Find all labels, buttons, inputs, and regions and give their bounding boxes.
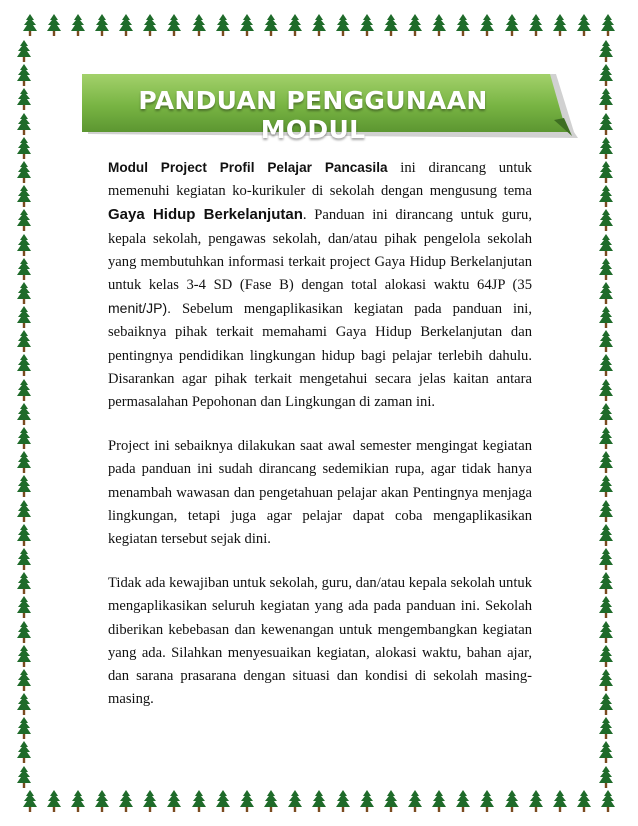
- intro-text-3: menit/JP).: [108, 300, 172, 317]
- tree-icon: [142, 14, 158, 36]
- tree-icon: [598, 40, 614, 62]
- tree-icon: [598, 185, 614, 207]
- tree-icon: [598, 717, 614, 739]
- tree-icon: [16, 88, 32, 110]
- tree-icon: [598, 669, 614, 691]
- intro-text-1: ini dirancang untuk memenuhi kegiatan ko-kurikuler di sekolah dengan mengusung tema: [108, 160, 532, 200]
- tree-icon: [16, 40, 32, 62]
- tree-icon: [94, 14, 110, 36]
- border-bottom: [0, 790, 638, 816]
- tree-icon: [479, 14, 495, 36]
- tree-icon: [335, 14, 351, 36]
- tree-icon: [600, 790, 616, 812]
- tree-icon: [431, 790, 447, 812]
- tree-icon: [598, 282, 614, 304]
- tree-icon: [598, 330, 614, 352]
- tree-icon: [598, 403, 614, 425]
- tree-icon: [16, 693, 32, 715]
- tree-icon: [552, 14, 568, 36]
- tree-icon: [16, 596, 32, 618]
- tree-icon: [46, 790, 62, 812]
- tree-icon: [407, 14, 423, 36]
- tree-icon: [598, 645, 614, 667]
- paragraph-flexibility: Tidak ada kewajiban untuk sekolah, guru, dan/atau kepala sekolah untuk mengaplikasikan seluruh kegiatan yang ada pada panduan ini. Sekolah diberikan kebebasan dan kewenangan untuk mengembangkan kegiatan yang ada. Silahkan menyesuaikan kegiatan, alokasi waktu, bahan ajar, dan sarana prasarana dengan situasi dan kondisi di sekolah masing-masing.: [108, 575, 532, 708]
- tree-icon: [16, 354, 32, 376]
- tree-icon: [287, 790, 303, 812]
- intro-text-2: . Panduan ini dirancang untuk guru, kepala sekolah, pengawas sekolah, dan/atau pihak pengelola sekolah yang membutuhkan informasi terkait project Gaya Hidup Berkelanjutan untuk kelas 3-4 SD (Fase B) dengan total alokasi waktu 64JP (35: [108, 207, 532, 294]
- tree-icon: [16, 645, 32, 667]
- tree-icon: [528, 14, 544, 36]
- tree-icon: [16, 475, 32, 497]
- tree-icon: [118, 790, 134, 812]
- tree-icon: [166, 14, 182, 36]
- tree-icon: [16, 64, 32, 86]
- tree-icon: [598, 379, 614, 401]
- tree-icon: [16, 451, 32, 473]
- tree-icon: [239, 14, 255, 36]
- tree-icon: [215, 790, 231, 812]
- tree-icon: [16, 161, 32, 183]
- tree-icon: [16, 185, 32, 207]
- tree-icon: [239, 790, 255, 812]
- tree-icon: [598, 451, 614, 473]
- tree-icon: [16, 500, 32, 522]
- lead-project-name: Project Profil Pelajar Pancasila: [160, 160, 388, 175]
- tree-icon: [598, 621, 614, 643]
- tree-icon: [263, 14, 279, 36]
- tree-icon: [455, 790, 471, 812]
- tree-icon: [16, 379, 32, 401]
- tree-icon: [335, 790, 351, 812]
- tree-icon: [598, 475, 614, 497]
- tree-icon: [16, 741, 32, 763]
- tree-icon: [598, 693, 614, 715]
- tree-icon: [16, 669, 32, 691]
- tree-icon: [16, 766, 32, 788]
- tree-icon: [528, 790, 544, 812]
- tree-icon: [479, 790, 495, 812]
- tree-icon: [552, 790, 568, 812]
- tree-icon: [215, 14, 231, 36]
- paragraph-timing: Project ini sebaiknya dilakukan saat awal semester mengingat kegiatan pada panduan ini sudah dirancang sedemikian rupa, agar tidak hanya menambah wawasan dan pengetahuan pelajar akan Pentingnya menjaga lingkungan, tetapi juga agar pelajar dapat coba mengaplikasikan kegiatan tersebut sejak dini.: [108, 438, 532, 548]
- tree-icon: [600, 14, 616, 36]
- tree-icon: [166, 790, 182, 812]
- tree-icon: [598, 500, 614, 522]
- tree-icon: [598, 306, 614, 328]
- tree-icon: [598, 258, 614, 280]
- tree-icon: [407, 790, 423, 812]
- title-banner: [82, 74, 580, 144]
- tree-icon: [383, 14, 399, 36]
- tree-icon: [598, 354, 614, 376]
- tree-icon: [359, 790, 375, 812]
- tree-icon: [46, 14, 62, 36]
- tree-icon: [16, 330, 32, 352]
- tree-icon: [431, 14, 447, 36]
- tree-icon: [16, 137, 32, 159]
- tree-icon: [16, 427, 32, 449]
- lead-modul: Modul: [108, 160, 149, 175]
- tree-icon: [70, 14, 86, 36]
- tree-icon: [16, 403, 32, 425]
- theme-name: Gaya Hidup Berkelanjutan: [108, 206, 303, 224]
- tree-icon: [22, 14, 38, 36]
- border-top: [0, 14, 638, 40]
- border-left: [16, 40, 42, 788]
- tree-icon: [16, 572, 32, 594]
- tree-icon: [16, 209, 32, 231]
- tree-icon: [16, 548, 32, 570]
- tree-icon: [598, 137, 614, 159]
- tree-icon: [598, 427, 614, 449]
- tree-icon: [598, 596, 614, 618]
- tree-icon: [598, 524, 614, 546]
- tree-icon: [16, 258, 32, 280]
- tree-icon: [16, 234, 32, 256]
- tree-icon: [598, 234, 614, 256]
- tree-icon: [598, 741, 614, 763]
- tree-icon: [94, 790, 110, 812]
- tree-icon: [22, 790, 38, 812]
- tree-icon: [504, 790, 520, 812]
- tree-icon: [287, 14, 303, 36]
- tree-icon: [576, 14, 592, 36]
- tree-icon: [16, 717, 32, 739]
- tree-icon: [311, 14, 327, 36]
- tree-icon: [16, 282, 32, 304]
- tree-icon: [118, 14, 134, 36]
- tree-icon: [311, 790, 327, 812]
- tree-icon: [455, 14, 471, 36]
- tree-icon: [598, 113, 614, 135]
- border-right: [598, 40, 624, 788]
- paragraph-intro: [108, 156, 532, 414]
- tree-icon: [142, 790, 158, 812]
- tree-icon: [16, 524, 32, 546]
- intro-text-4: Sebelum mengaplikasikan kegiatan pada panduan ini, sebaiknya pihak terkait memahami Gaya Hidup Berkelanjutan dan pentingnya pendidikan lingkungan hidup bagi pelajar terlebih dahulu. Disarankan agar pihak terkait mengetahui secara jelas kaitan antara permasalahan Pepohonan dan Lingkungan di zaman ini.: [108, 301, 532, 411]
- tree-icon: [598, 548, 614, 570]
- tree-icon: [598, 161, 614, 183]
- tree-icon: [16, 621, 32, 643]
- tree-icon: [70, 790, 86, 812]
- tree-icon: [263, 790, 279, 812]
- tree-icon: [598, 88, 614, 110]
- tree-icon: [191, 14, 207, 36]
- tree-icon: [504, 14, 520, 36]
- tree-icon: [598, 572, 614, 594]
- tree-icon: [359, 14, 375, 36]
- tree-icon: [16, 113, 32, 135]
- tree-icon: [576, 790, 592, 812]
- tree-icon: [191, 790, 207, 812]
- tree-icon: [16, 306, 32, 328]
- tree-icon: [598, 766, 614, 788]
- page-title: PANDUAN PENGGUNAAN MODUL: [138, 86, 488, 144]
- document-body: [108, 156, 532, 732]
- tree-icon: [598, 209, 614, 231]
- tree-icon: [383, 790, 399, 812]
- tree-icon: [598, 64, 614, 86]
